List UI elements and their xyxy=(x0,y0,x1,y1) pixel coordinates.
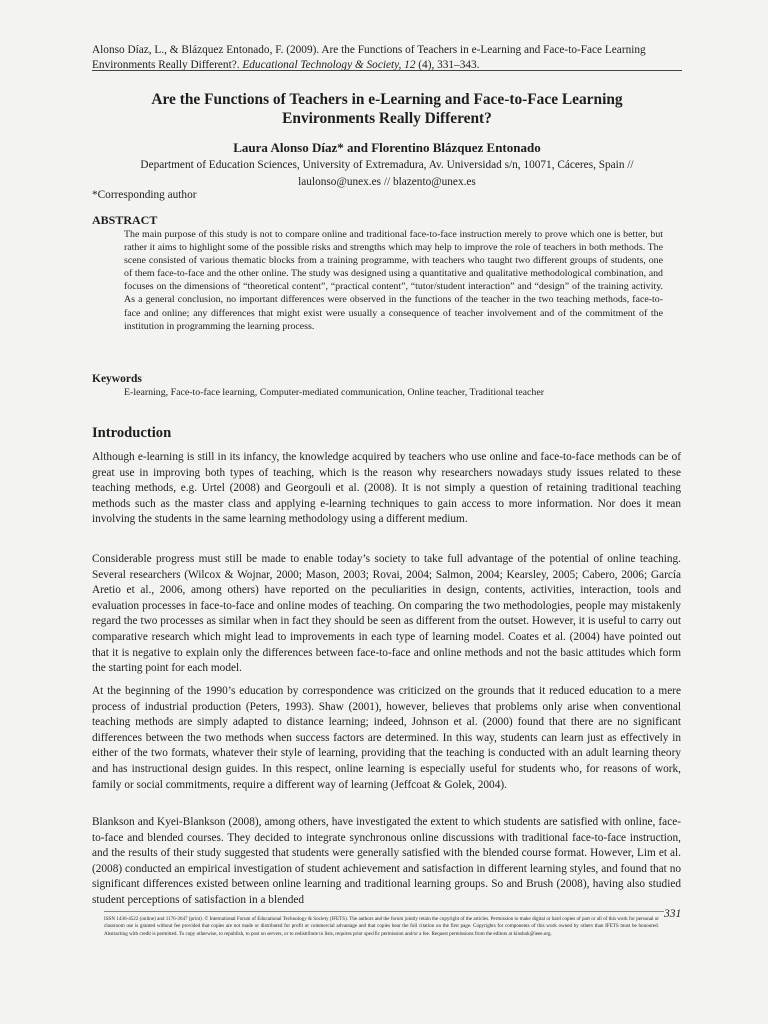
body-paragraph-4: Blankson and Kyei-Blankson (2008), among others, have investigated the extent to which students are satisfied with online, face-to-face and blended courses. They decided to integrate synchronous online discussions with traditional face-to-face instruction, and the results of their study suggested that students were generally satisfied with the blended course format. However, Lim et al. (2008) conducted an empirical investigation of student achievement and satisfaction in different learning styles, and found that no significant differences existed between online learning and traditional learning groups. So and Brush (2008), having also studied student perceptions of satisfaction in a blended xyxy=(92,816,681,906)
abstract-heading: ABSTRACT xyxy=(92,213,158,227)
citation-issue-pages: (4), 331–343. xyxy=(415,59,480,71)
footer-rule xyxy=(104,911,664,912)
affiliation-emails: laulonso@unex.es // blazento@unex.es xyxy=(298,176,476,188)
author-affiliation xyxy=(92,157,682,191)
citation-journal: Educational Technology & Society, 12 xyxy=(242,59,416,71)
citation-header xyxy=(92,43,692,73)
paper-title xyxy=(92,90,682,128)
body-paragraph-3: At the beginning of the 1990’s education by correspondence was criticized on the grounds that it reduced education to a mere process of industrial production (Peters, 1993). Shaw (2001), however, believes that problems only arise when conventional teaching methods are simply adapted to distance learning; indeed, Johnson et al. (2000) found that there are no significant differences between the two methods when success factors are determined. In this way, students can learn just as effectively in either of the two formats, whatever their style of learning, providing that the teaching is conducted with an adult learning theory and has instructional design guides. In this respect, online learning is especially useful for students who, for reasons of work, family or social commitments, require a different way of learning (Jeffcoat & Golek, 2004). xyxy=(92,685,681,791)
paper-title-line-2: Environments Really Different? xyxy=(282,110,492,127)
abstract-text: The main purpose of this study is not to compare online and traditional face-to-face instruction merely to prove which one is better, but rather it aims to highlight some of the possible risks and strengths which may help to improve the role of teachers in both methods. The scene consisted of various thematic blocks from a training programme, with teachers who taught two different groups of students, one of them face-to-face and the other online. The study was designed using a quantitative and qualitative methodological combination, and focuses on the dimensions of “theoretical content”, “practical content”, “tutor/student interaction” and “design” of the training activity. As a general conclusion, no important differences were observed in the functions of the teacher in the two teaching methods, face-to-face and online; any differences that might exist were usually a consequence of teacher involvement and of the commitment of the institution in programming the learning process. xyxy=(124,229,663,332)
copyright-footer: ISSN 1436-4522 (online) and 1176-3647 (print). © International Forum of Educational Technology & Society (IFETS). The authors and the forum jointly retain the copyright of the articles. Permission to make digital or hard copies of part or all of this work for personal or classroom use is granted without fee provided that copies are not made or distributed for profit or commercial advantage and that copies bear the full citation on the first page. Copyrights for components of this work owned by others than IFETS must be honoured. Abstracting with credit is permitted. To copy otherwise, to republish, to post on servers, or to redistribute to lists, requires prior specific permission and/or a fee. Request permissions from the editors at kinshuk@ieee.org. xyxy=(104,916,659,937)
introduction-heading: Introduction xyxy=(92,425,172,441)
corresponding-author-note: *Corresponding author xyxy=(92,189,197,201)
keywords-text: E-learning, Face-to-face learning, Computer-mediated communication, Online teacher, Traditional teacher xyxy=(124,387,545,398)
header-rule xyxy=(92,70,682,71)
body-paragraph-1: Although e-learning is still in its infancy, the knowledge acquired by teachers who use online and face-to-face methods can be of great use in improving both types of teaching, which is the reason why researchers nowadays study issues related to these teaching methods, e.g. Urtel (2008) and Georgouli et al. (2008). It is not simply a question of retaining traditional teaching methods such as the master class and applying e-learning techniques to gain access to more information. Nor does it mean involving the students in the same learning methodology using a different medium. xyxy=(92,451,681,526)
citation-line-1: Alonso Díaz, L., & Blázquez Entonado, F. (2009). Are the Functions of Teachers in e-Learning and Face-to-Face Learning xyxy=(92,44,646,56)
paper-title-line-1: Are the Functions of Teachers in e-Learning and Face-to-Face Learning xyxy=(151,91,623,108)
citation-title-part: Environments Really Different?. xyxy=(92,59,243,71)
affiliation-line-1: Department of Education Sciences, University of Extremadura, Av. Universidad s/n, 10071, Cáceres, Spain // xyxy=(140,159,634,171)
page-number: 331 xyxy=(664,908,682,920)
paper-authors: Laura Alonso Díaz* and Florentino Blázquez Entonado xyxy=(233,140,541,155)
keywords-heading: Keywords xyxy=(92,373,142,385)
body-paragraph-2: Considerable progress must still be made to enable today’s society to take full advantage of the potential of online teaching. Several researchers (Wilcox & Wojnar, 2000; Mason, 2003; Rovai, 2004; Salmon, 2004; Kearsley, 2005; Cabero, 2006; García Aretio et al., 2006, among others) have reported on the peculiarities in design, contents, activities, interaction, tools and evaluation processes in face-to-face and online modes of teaching. On comparing the two methodologies, people may mistakenly regard the two processes as similar when in fact they should be seen as different from the outset. However, it is useful to carry out comparative research which might lead to improvements in each type of learning model. Coates et al. (2004) have pointed out that it is negative to explain only the differences between face-to-face and online methods and not the basic attitudes which form the starting point for each model. xyxy=(92,553,681,675)
